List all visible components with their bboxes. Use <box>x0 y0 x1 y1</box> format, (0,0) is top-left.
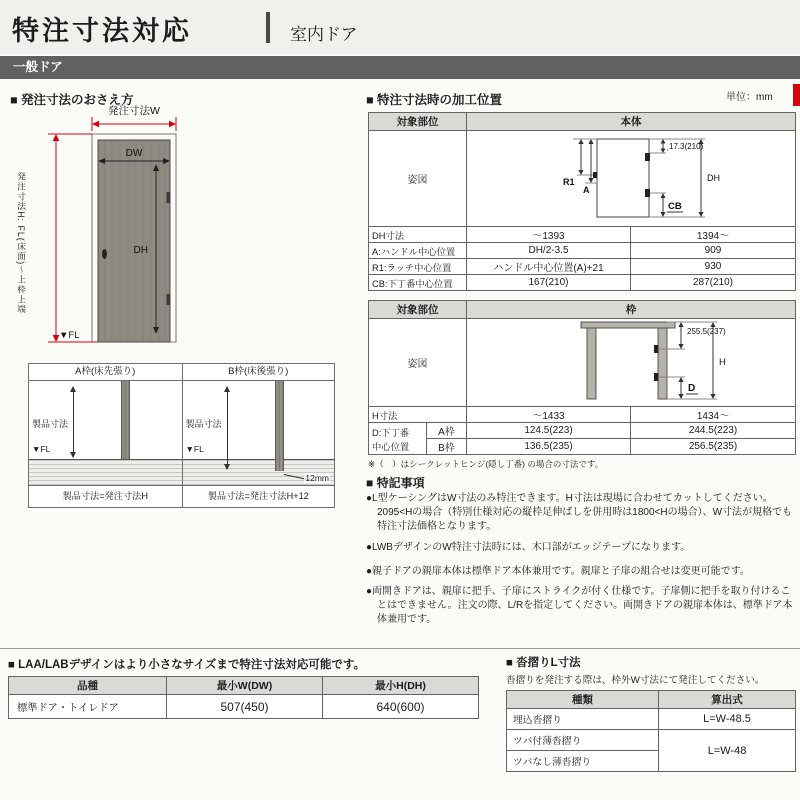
min-col-type: 品種 <box>9 677 167 695</box>
frame-d-value: 256.5(235) <box>631 439 796 455</box>
sill-table <box>506 690 796 772</box>
frame-d-value: 136.5(235) <box>467 439 631 455</box>
sill-description: 沓摺りを発注する際は、枠外W寸法にて発注してください。 <box>506 675 765 686</box>
door-order-diagram <box>4 104 354 354</box>
frame-h-row-label: H寸法 <box>369 407 467 423</box>
title-divider <box>266 12 270 43</box>
a-frame-section <box>121 381 130 459</box>
b-offset-label: 12mm <box>305 473 329 483</box>
dw-label: DW <box>125 148 143 159</box>
body-row-value: 287(210) <box>631 275 796 291</box>
frame-d-value: 124.5(223) <box>467 423 631 439</box>
door-handle <box>102 249 107 259</box>
b-formula: 製品寸法=発注寸法H+12 <box>182 485 335 507</box>
b-frame-header: B枠(床後張り) <box>182 364 335 381</box>
page-subtitle: 室内ドア <box>290 25 358 44</box>
processing-position-heading: ■ 特注寸法時の加工位置 <box>366 93 503 107</box>
figure-door-outline <box>597 139 649 217</box>
special-notes-heading: ■ 特記事項 <box>366 476 425 490</box>
figure-dh-label: DH <box>707 173 720 183</box>
hinge-bottom <box>167 294 171 305</box>
figure-top-dim-label: 17.3(210) <box>669 142 704 151</box>
body-row-value: ハンドル中心位置(A)+21 <box>467 259 631 275</box>
dh-label: DH <box>133 245 148 256</box>
body-figure-cell <box>467 131 796 227</box>
min-col-w: 最小W(DW) <box>167 677 323 695</box>
order-width-label: 発注寸法W <box>108 105 160 117</box>
body-table-col-part: 対象部位 <box>369 113 467 131</box>
body-row-label: R1:ラッチ中心位置 <box>369 259 467 275</box>
b-dimension-arrow <box>227 387 228 469</box>
b-fl-label: ▼FL <box>185 444 204 454</box>
min-row-h: 640(600) <box>323 695 479 719</box>
min-size-heading: ■ LAA/LABデザインはより小さなサイズまで特注寸法対応可能です。 <box>8 659 365 671</box>
frame-processing-table <box>368 300 796 455</box>
sill-col-type: 種類 <box>507 691 659 709</box>
order-height-dimension <box>48 134 98 342</box>
a-formula: 製品寸法=発注寸法H <box>29 485 182 507</box>
body-processing-table <box>368 112 796 291</box>
figure-a-label: A <box>583 185 590 195</box>
frame-d-label <box>369 423 427 455</box>
note-item: ●両開きドアは、親扉に把手、子扉にストライクが付く仕様です。子扉側に把手を取り付けることはできません。注文の際、L/Rを指定してください。両開きドアの親扉本体は、標準ドア本体兼用です。 <box>366 585 793 626</box>
figure-frame-hinge-top <box>654 345 659 353</box>
hinge-note: ※（ ）はシークレットヒンジ(隠し丁番) の場合の寸法です。 <box>368 459 604 469</box>
figure-latch <box>593 172 597 178</box>
sill-row-formula: L=W-48.5 <box>659 709 796 730</box>
a-frame-panel <box>29 381 182 485</box>
frame-d-sub: B枠 <box>427 439 467 455</box>
body-row-label: CB:下丁番中心位置 <box>369 275 467 291</box>
figure-right-jamb <box>658 328 667 399</box>
body-row-label: A:ハンドル中心位置 <box>369 243 467 259</box>
body-figure-diagram <box>469 131 793 223</box>
figure-left-jamb <box>587 328 596 399</box>
fl-label: ▼FL <box>59 330 80 341</box>
page-index-tab <box>793 84 800 106</box>
a-dimension-arrow <box>73 387 74 457</box>
a-product-dim-label: 製品寸法 <box>32 419 69 429</box>
sill-row-formula: L=W-48 <box>659 730 796 772</box>
hinge-top <box>167 192 171 203</box>
body-row-value: 167(210) <box>467 275 631 291</box>
unit-label: 単位：mm <box>726 92 773 103</box>
figure-hinge-bottom <box>645 189 650 197</box>
b-frame-section <box>275 381 284 471</box>
sill-row-label: 埋込沓摺り <box>507 709 659 730</box>
body-row-value: ～1393 <box>467 227 631 243</box>
figure-top-dim-label: 255.5(237) <box>687 327 726 336</box>
frame-h-row-value: 1434～ <box>631 407 796 423</box>
a-fl-label: ▼FL <box>32 444 51 454</box>
min-col-h: 最小H(DH) <box>323 677 479 695</box>
a-frame-header: A枠(床先張り) <box>29 364 182 381</box>
body-row-value: 930 <box>631 259 796 275</box>
min-row-label: 標準ドア・トイレドア <box>9 695 167 719</box>
a-floor-hatch <box>29 459 182 485</box>
frame-table-col-part: 対象部位 <box>369 301 467 319</box>
bottom-divider <box>0 648 800 649</box>
sill-row-label: ツバなし薄沓摺り <box>507 751 659 772</box>
min-row-w: 507(450) <box>167 695 323 719</box>
sill-row-label: ツバ付薄沓摺り <box>507 730 659 751</box>
note-item: ●L型ケーシングはW寸法のみ特注できます。H寸法は現場に合わせてカットしてください。2095<Hの場合（特別仕様対応の縦枠足伸ばしを併用時は1800<Hの場合）、W寸法が規格でも特注寸法価格となります。 <box>366 493 793 533</box>
frame-d-value: 244.5(223) <box>631 423 796 439</box>
page-title: 特注寸法対応 <box>12 16 192 46</box>
frame-figure-diagram <box>469 319 793 403</box>
figure-d-label: D <box>688 383 696 394</box>
frame-figure-label: 姿図 <box>369 319 467 407</box>
figure-frame-hinge-bottom <box>654 373 659 381</box>
frame-d-label-line2: 中心位置 <box>372 441 410 452</box>
figure-head-jamb <box>581 322 675 328</box>
frame-comparison-box <box>28 363 335 508</box>
body-row-label: DH寸法 <box>369 227 467 243</box>
figure-h-label: H <box>719 357 726 368</box>
frame-figure-cell <box>467 319 796 407</box>
sill-heading: ■ 沓摺りL寸法 <box>506 657 581 669</box>
order-dimension-heading: ■ 発注寸法のおさえ方 <box>10 93 134 107</box>
order-width-dimension <box>92 117 176 131</box>
body-table-col-target: 本体 <box>467 113 796 131</box>
note-item: ●親子ドアの親扉本体は標準ドア本体兼用です。親扉と子扉の組合せは変更可能です。 <box>366 565 750 577</box>
body-row-value: DH/2-3.5 <box>467 243 631 259</box>
figure-hinge-top <box>645 153 650 161</box>
order-height-label: 発注寸法H: FL(床面)～上枠上端 <box>16 172 26 315</box>
frame-table-col-target: 枠 <box>467 301 796 319</box>
body-row-value: 1394～ <box>631 227 796 243</box>
note-item: ●LWBデザインのW特注寸法時には、木口部がエッジテープになります。 <box>366 541 691 553</box>
body-figure-label: 姿図 <box>369 131 467 227</box>
frame-h-row-value: ～1433 <box>467 407 631 423</box>
body-row-value: 909 <box>631 243 796 259</box>
special-notes-list <box>366 492 796 634</box>
category-bar: 一般ドア <box>0 56 800 79</box>
b-frame-panel <box>182 381 335 485</box>
min-size-table <box>8 676 479 719</box>
figure-r1-label: R1 <box>563 177 575 187</box>
b-product-dim-label: 製品寸法 <box>185 419 222 429</box>
frame-d-sub: A枠 <box>427 423 467 439</box>
sill-col-formula: 算出式 <box>659 691 796 709</box>
figure-cb-label: CB <box>668 201 682 212</box>
frame-d-label-line1: D:下丁番 <box>372 427 410 438</box>
